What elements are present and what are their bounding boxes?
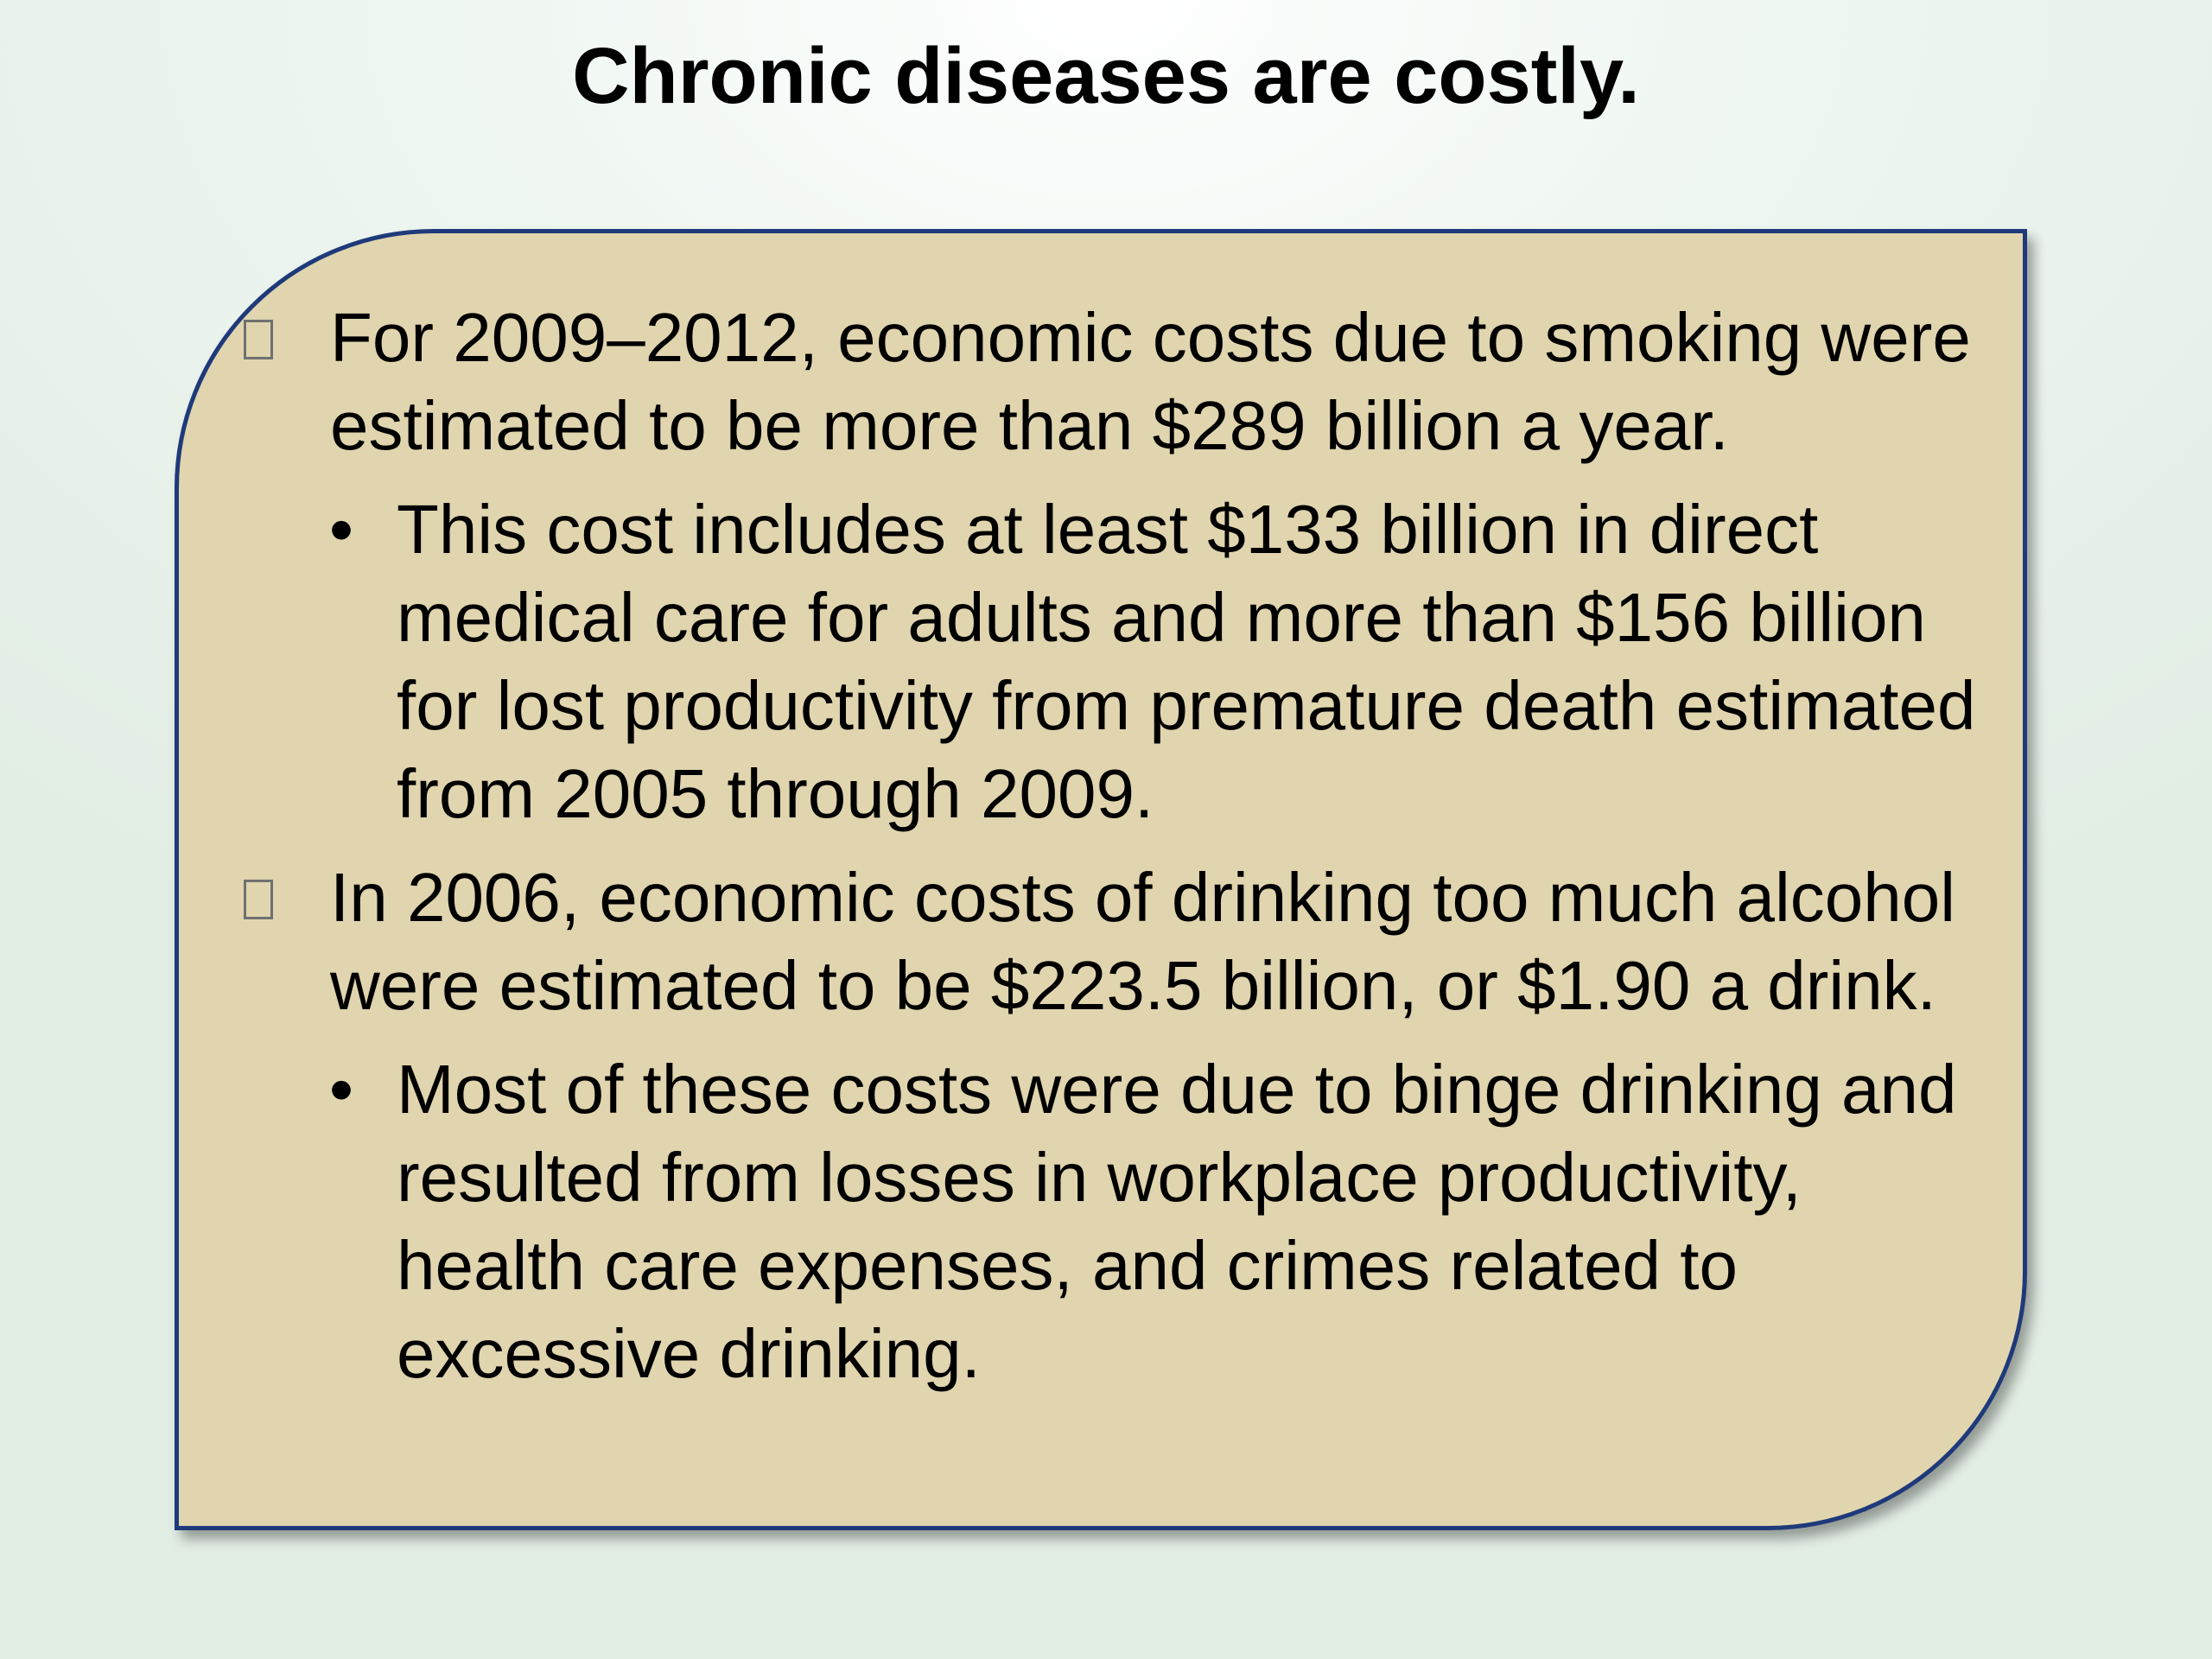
bullet-text: For 2009–2012, economic costs due to smoking were estimated to be more than $289 billion a year. (330, 299, 1971, 464)
bullet-marker-icon (244, 880, 273, 919)
sub-bullet-smoking-breakdown (329, 486, 1978, 838)
bullet-list (244, 294, 1976, 1414)
slide-title: Chronic diseases are costly. (572, 32, 1640, 120)
bullet-text: In 2006, economic costs of drinking too much alcohol were estimated to be $223.5 billion, or $1.90 a drink. (330, 859, 1956, 1024)
sub-bullet-text: Most of these costs were due to binge drinking and resulted from losses in workplace productivity, health care expenses, and crimes related to excessive drinking. (397, 1051, 1957, 1392)
sub-bullet-dot-icon: • (329, 491, 354, 568)
sub-bullet-text: This cost includes at least $133 billion in direct medical care for adults and more than $156 billion for lost productivity from premature death estimated from 2005 through 2009. (397, 491, 1976, 832)
sub-bullet-dot-icon: • (329, 1051, 354, 1128)
sub-bullet-alcohol-breakdown (329, 1046, 1978, 1398)
bullet-marker-icon (244, 320, 273, 359)
bullet-alcohol-costs (244, 854, 1972, 1030)
bullet-smoking-costs (244, 294, 1972, 470)
